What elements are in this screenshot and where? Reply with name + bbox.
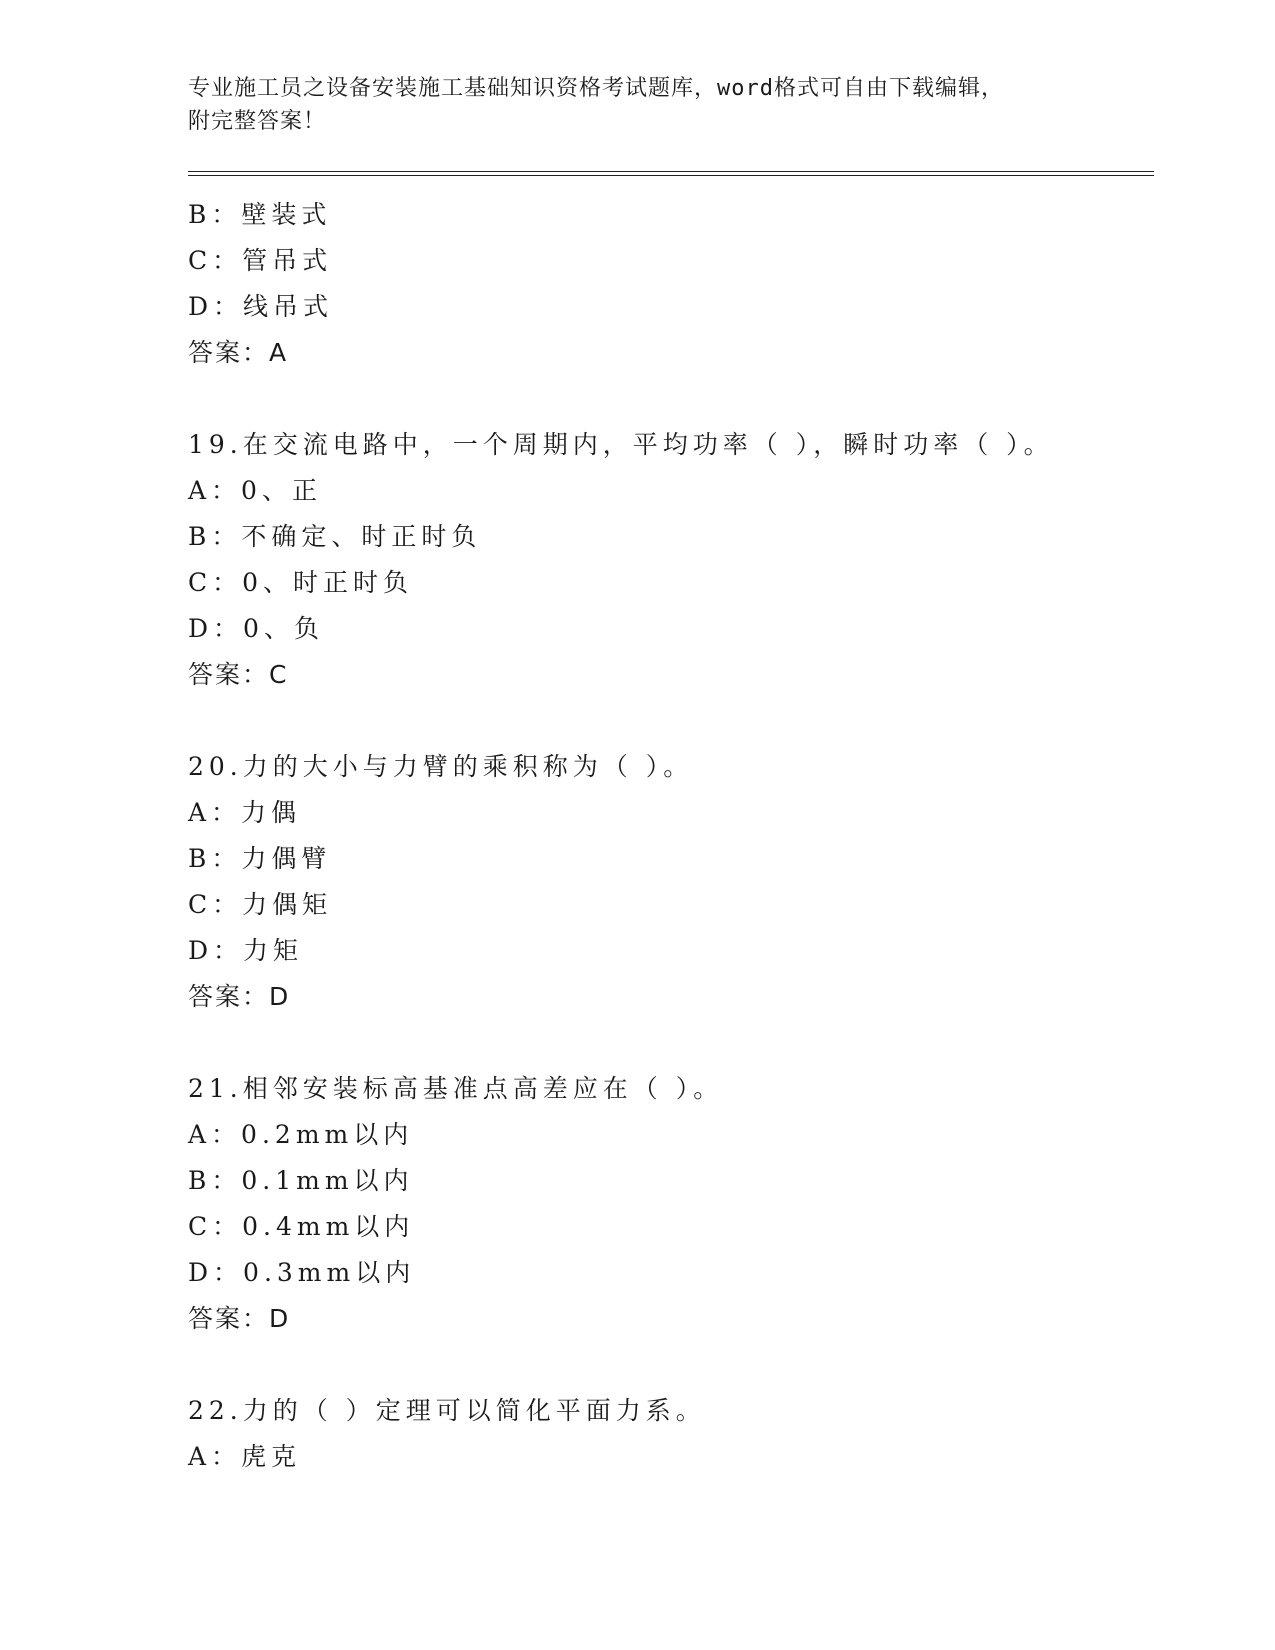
continued-question xyxy=(188,192,1148,376)
option-a: A：0.2mm以内 xyxy=(188,1120,414,1149)
question-list xyxy=(188,192,1148,1480)
question-stem: 19.在交流电路中，一个周期内，平均功率（ ），瞬时功率（ ）。 xyxy=(188,430,1054,459)
option-b: B：壁装式 xyxy=(188,200,332,229)
answer-line: 答案：C xyxy=(188,660,289,689)
header-line-1: 专业施工员之设备安装施工基础知识资格考试题库，word格式可自由下载编辑， xyxy=(188,76,1004,101)
question-stem: 21.相邻安装标高基准点高差应在（ ）。 xyxy=(188,1074,724,1103)
header-divider-top xyxy=(188,171,1154,172)
option-b: B：0.1mm以内 xyxy=(188,1166,414,1195)
option-a: A：虎克 xyxy=(188,1442,302,1471)
option-b: B：力偶臂 xyxy=(188,844,332,873)
answer-line: 答案：A xyxy=(188,338,289,367)
option-d: D：0.3mm以内 xyxy=(188,1258,416,1287)
question-21 xyxy=(188,1066,1148,1342)
option-d: D：线吊式 xyxy=(188,292,334,321)
option-a: A：0、正 xyxy=(188,476,322,505)
document-header xyxy=(188,72,1148,138)
option-c: C：0.4mm以内 xyxy=(188,1212,415,1241)
question-22 xyxy=(188,1388,1148,1480)
option-d: D：0、负 xyxy=(188,614,324,643)
header-line-2: 附完整答案！ xyxy=(188,109,327,134)
answer-line: 答案：D xyxy=(188,982,291,1011)
question-19 xyxy=(188,422,1148,698)
header-divider-bottom xyxy=(188,175,1154,176)
answer-line: 答案：D xyxy=(188,1304,291,1333)
option-a: A：力偶 xyxy=(188,798,302,827)
question-stem: 20.力的大小与力臂的乘积称为（ ）。 xyxy=(188,752,694,781)
question-stem: 22.力的（ ）定理可以简化平面力系。 xyxy=(188,1396,706,1425)
question-20 xyxy=(188,744,1148,1020)
option-d: D：力矩 xyxy=(188,936,304,965)
option-c: C：力偶矩 xyxy=(188,890,333,919)
option-c: C：0、时正时负 xyxy=(188,568,414,597)
option-c: C：管吊式 xyxy=(188,246,333,275)
option-b: B：不确定、时正时负 xyxy=(188,522,482,551)
